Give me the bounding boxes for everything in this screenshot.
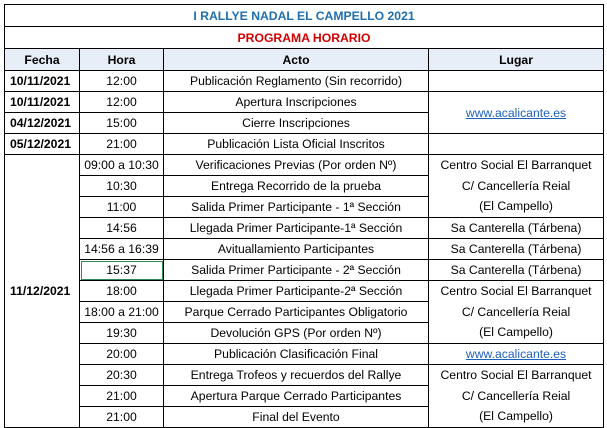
table-row [5,260,604,281]
lugar-cell[interactable]: Sa Canterella (Tárbena) [429,218,604,239]
acto-cell[interactable]: Salida Primer Participante - 1ª Sección [164,197,429,218]
acto-cell[interactable]: Avituallamiento Participantes [164,239,429,260]
lugar-line: C/ Cancellería Reial [461,178,571,193]
lugar-line: Centro Social El Barranquet [440,158,592,173]
schedule-table [4,4,604,428]
hora-cell[interactable]: 12:00 [80,71,164,92]
table-row [5,71,604,92]
table-row [5,344,604,365]
lugar-cell[interactable] [429,155,604,218]
hora-cell[interactable]: 21:00 [80,407,164,428]
hora-cell[interactable]: 18:00 a 21:00 [80,302,164,323]
hora-cell[interactable]: 21:00 [80,386,164,407]
lugar-line: (El Campello) [479,409,553,424]
program-subtitle[interactable]: PROGRAMA HORARIO [5,27,604,49]
lugar-line: Centro Social El Barranquet [440,284,592,299]
acto-cell[interactable]: Verificaciones Previas (Por orden Nº) [164,155,429,176]
date-cell[interactable]: 10/11/2021 [5,71,80,92]
hora-cell-selected[interactable]: 15:37 [80,260,164,281]
lugar-line: C/ Cancellería Reial [461,304,571,319]
acto-cell[interactable]: Llegada Primer Participante-2ª Sección [164,281,429,302]
acto-cell[interactable]: Entrega Trofeos y recuerdos del Rallye [164,365,429,386]
header-lugar[interactable]: Lugar [429,49,604,71]
schedule-sheet [4,4,603,428]
lugar-cell[interactable]: Sa Canterella (Tárbena) [429,239,604,260]
table-row [5,281,604,302]
header-hora[interactable]: Hora [80,49,164,71]
hora-cell[interactable]: 18:00 [80,281,164,302]
lugar-cell[interactable] [429,134,604,155]
lugar-cell[interactable]: Sa Canterella (Tárbena) [429,260,604,281]
date-cell[interactable]: 04/12/2021 [5,113,80,134]
table-row [5,155,604,176]
acto-cell[interactable]: Publicación Lista Oficial Inscritos [164,134,429,155]
acto-cell[interactable]: Salida Primer Participante - 2ª Sección [164,260,429,281]
lugar-line: (El Campello) [479,325,553,340]
acto-cell[interactable]: Cierre Inscripciones [164,113,429,134]
date-cell[interactable]: 11/12/2021 [5,155,80,428]
acto-cell[interactable]: Entrega Recorrido de la prueba [164,176,429,197]
event-title[interactable]: I RALLYE NADAL EL CAMPELLO 2021 [5,5,604,27]
lugar-cell[interactable] [429,71,604,92]
table-row [5,218,604,239]
acto-cell[interactable]: Publicación Clasificación Final [164,344,429,365]
hora-cell[interactable]: 19:30 [80,323,164,344]
hora-cell[interactable]: 15:00 [80,113,164,134]
hora-cell[interactable]: 21:00 [80,134,164,155]
hora-cell[interactable]: 11:00 [80,197,164,218]
website-link[interactable]: www.acalicante.es [465,347,567,361]
header-acto[interactable]: Acto [164,49,429,71]
hora-cell[interactable]: 20:00 [80,344,164,365]
date-cell[interactable]: 05/12/2021 [5,134,80,155]
acto-cell[interactable]: Llegada Primer Participante-1ª Sección [164,218,429,239]
hora-cell[interactable]: 12:00 [80,92,164,113]
hora-cell[interactable]: 14:56 a 16:39 [80,239,164,260]
hora-cell[interactable]: 09:00 a 10:30 [80,155,164,176]
lugar-cell[interactable] [429,92,604,134]
acto-cell[interactable]: Final del Evento [164,407,429,428]
lugar-cell[interactable] [429,365,604,428]
lugar-line: (El Campello) [479,199,553,214]
hora-cell[interactable]: 20:30 [80,365,164,386]
table-row [5,365,604,386]
lugar-line: Centro Social El Barranquet [440,368,592,383]
acto-cell[interactable]: Apertura Parque Cerrado Participantes [164,386,429,407]
table-row [5,134,604,155]
lugar-line: C/ Cancellería Reial [461,388,571,403]
hora-cell[interactable]: 14:56 [80,218,164,239]
header-fecha[interactable]: Fecha [5,49,80,71]
table-row [5,239,604,260]
lugar-cell[interactable] [429,281,604,344]
acto-cell[interactable]: Devolución GPS (Por orden Nº) [164,323,429,344]
acto-cell[interactable]: Publicación Reglamento (Sin recorrido) [164,71,429,92]
date-cell[interactable]: 10/11/2021 [5,92,80,113]
acto-cell[interactable]: Apertura Inscripciones [164,92,429,113]
hora-cell[interactable]: 10:30 [80,176,164,197]
website-link[interactable]: www.acalicante.es [465,105,567,120]
acto-cell[interactable]: Parque Cerrado Participantes Obligatorio [164,302,429,323]
lugar-cell[interactable] [429,344,604,365]
table-row [5,92,604,113]
